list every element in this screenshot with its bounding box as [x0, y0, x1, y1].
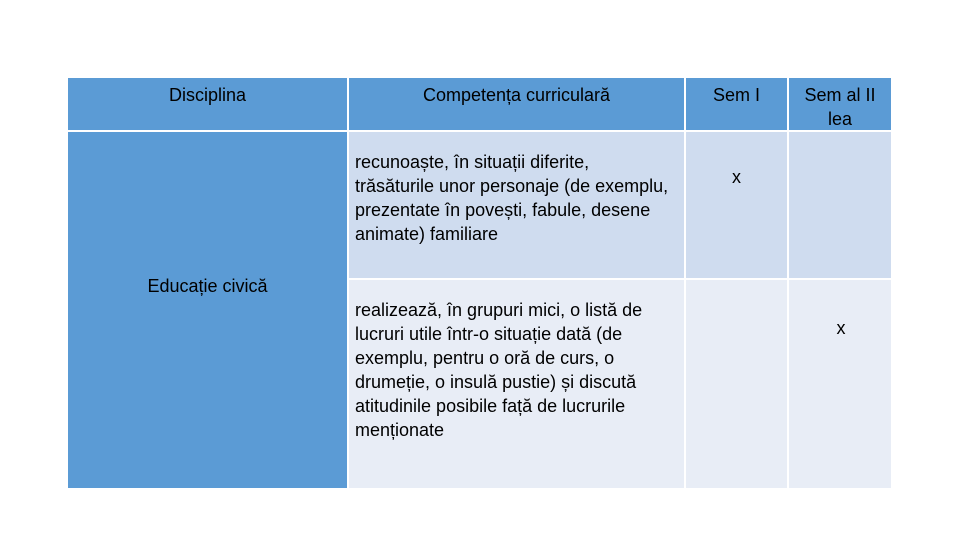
row2-competence-text: realizează, în grupuri mici, o listă de lucruri utile într-o situație dată (de exemplu, pentru o oră de curs, o drumeție, o insulă pustie) și discută atitudinile posibile față de lucrurile menționate — [355, 300, 643, 440]
header-sem2-label: Sem al II lea — [804, 85, 876, 129]
header-discipline — [68, 78, 347, 130]
row2-sem1 — [686, 280, 787, 488]
header-discipline-label: Disciplina — [168, 85, 247, 105]
row1-competence-text: recunoaște, în situații diferite, trăsăturile unor personaje (de exemplu, prezentate în povești, fabule, desene animate) familiare — [355, 152, 669, 244]
discipline-name: Educație civică — [147, 276, 268, 296]
row2-competence — [349, 280, 684, 488]
row1-competence — [349, 132, 684, 278]
row1-sem1 — [686, 132, 787, 278]
row1-sem1-mark: x — [732, 167, 741, 187]
header-sem1 — [686, 78, 787, 130]
discipline-cell — [68, 132, 347, 488]
header-competence-label: Competența curriculară — [422, 85, 611, 105]
row1-sem2 — [789, 132, 891, 278]
row2-sem2-mark: x — [836, 318, 846, 338]
header-sem1-label: Sem I — [712, 85, 760, 105]
row2-sem2 — [789, 280, 891, 488]
header-sem2 — [789, 78, 891, 130]
header-competence — [349, 78, 684, 130]
